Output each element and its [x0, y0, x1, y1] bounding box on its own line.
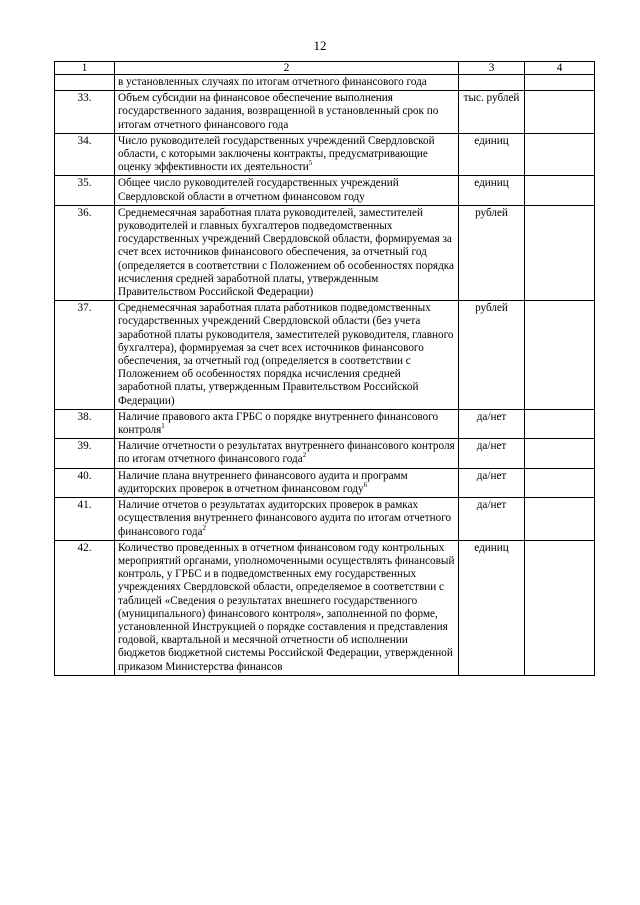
row-number: 41. [55, 498, 115, 541]
row-description: Наличие плана внутреннего финансового аудита и программ аудиторских проверок в отчетном финансовом году$^6$ [115, 468, 459, 497]
row-description: Количество проведенных в отчетном финансовом году контрольных мероприятий органами, уполномоченными осуществлять финансовый контроль, у ГРБС и в подведомственных ему государственных учреждениях Свердловской области, определяемое в соответствии с таблицей «Сведения о результатах внешнего государственного (муниципального) финансового контроля», заполненной по форме, установленной Инструкцией о порядке составления и представления годовой, квартальной и месячной отчетности об исполнении бюджетов бюджетной системы Российской Федерации, утвержденной приказом Министерства финансов [115, 540, 459, 675]
row-description: Наличие отчетов о результатах аудиторских проверок в рамках осуществления внутреннего финансового аудита по итогам отчетного финансового года$^2$ [115, 498, 459, 541]
table-row [55, 301, 595, 410]
row-value [525, 498, 595, 541]
table-row [55, 176, 595, 205]
row-number: 35. [55, 176, 115, 205]
row-number: 33. [55, 91, 115, 134]
row-value [525, 176, 595, 205]
row-unit: да/нет [459, 468, 525, 497]
header-cell-4: 4 [525, 62, 595, 75]
header-cell-2: 2 [115, 62, 459, 75]
row-value [525, 133, 595, 176]
header-row [55, 62, 595, 75]
table-row [55, 468, 595, 497]
row-value [525, 205, 595, 300]
row-unit: тыс. рублей [459, 91, 525, 134]
table-row [55, 439, 595, 468]
table-row [55, 91, 595, 134]
table-row [55, 540, 595, 675]
row-value [525, 91, 595, 134]
row-unit: единиц [459, 176, 525, 205]
table-row [55, 133, 595, 176]
footnote-ref: 2 [202, 523, 206, 532]
row-value [525, 439, 595, 468]
page-number: 12 [313, 38, 327, 53]
footnote-ref: 1 [161, 422, 165, 431]
header-cell-1: 1 [55, 62, 115, 75]
row-number: 42. [55, 540, 115, 675]
row-description: Число руководителей государственных учреждений Свердловской области, с которыми заключены контракты, предусматривающие оценку эффективности их деятельности$^5$ [115, 133, 459, 176]
row-description: Наличие отчетности о результатах внутреннего финансового контроля по итогам отчетного финансового года$^2$ [115, 439, 459, 468]
footnote-ref: 5 [308, 159, 313, 168]
row-unit [459, 75, 525, 91]
row-value [525, 409, 595, 438]
row-unit: единиц [459, 540, 525, 675]
row-description: Среднемесячная заработная плата работников подведомственных государственных учреждений Свердловской области (без учета заработной платы руководителя, заместителей руководителя, главного бухгалтера), формируемая за счет всех источников финансового обеспечения, за отчетный год (определяется в соответствии с Положением об особенностях порядка исчисления средней заработной платы, утвержденным Правительством Российской Федерации) [115, 301, 459, 410]
row-number: 39. [55, 439, 115, 468]
row-unit: да/нет [459, 498, 525, 541]
row-description: в установленных случаях по итогам отчетного финансового года [115, 75, 459, 91]
row-number: 34. [55, 133, 115, 176]
row-value [525, 540, 595, 675]
table-row [55, 498, 595, 541]
row-description: Объем субсидии на финансовое обеспечение выполнения государственного задания, возвращенной в установленный срок по итогам отчетного финансового года [115, 91, 459, 134]
row-description: Общее число руководителей государственных учреждений Свердловской области в отчетном финансовом году [115, 176, 459, 205]
row-unit: рублей [459, 301, 525, 410]
table-row [55, 205, 595, 300]
indicators-table [54, 61, 595, 676]
row-value [525, 75, 595, 91]
table-row [55, 409, 595, 438]
row-description: Наличие правового акта ГРБС о порядке внутреннего финансового контроля$^1$ [115, 409, 459, 438]
row-number: 36. [55, 205, 115, 300]
table-row [55, 75, 595, 91]
row-number: 40. [55, 468, 115, 497]
row-description: Среднемесячная заработная плата руководителей, заместителей руководителей и главных бухгалтеров подведомственных государственных учреждений Свердловской области, формируемая за счет всех источников финансового обеспечения, за отчетный год (определяется в соответствии с Положением об особенностях порядка исчисления средней заработной платы, утвержденным Правительством Российской Федерации) [115, 205, 459, 300]
row-unit: да/нет [459, 439, 525, 468]
footnote-ref: 6 [363, 480, 368, 489]
row-unit: да/нет [459, 409, 525, 438]
footnote-ref: 2 [302, 451, 307, 460]
row-number: 37. [55, 301, 115, 410]
row-value [525, 301, 595, 410]
row-unit: единиц [459, 133, 525, 176]
row-unit: рублей [459, 205, 525, 300]
row-number: 38. [55, 409, 115, 438]
header-cell-3: 3 [459, 62, 525, 75]
row-value [525, 468, 595, 497]
row-number [55, 75, 115, 91]
